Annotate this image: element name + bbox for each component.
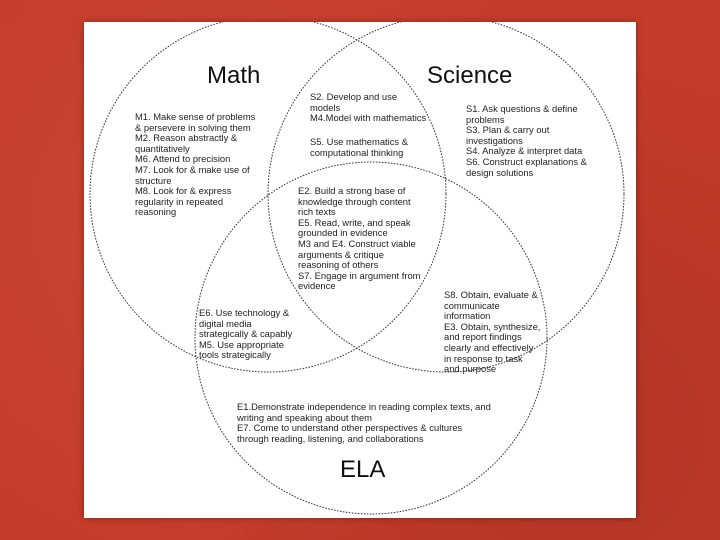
standard-line: reasoning of others <box>298 259 379 271</box>
standard-line: digital media <box>199 317 252 329</box>
standard-line: M7. Look for & make use of <box>135 163 250 175</box>
science-title: Science <box>427 62 513 89</box>
math-ela-overlap <box>199 308 292 361</box>
standard-line: arguments & critique <box>298 248 384 260</box>
math-title: Math <box>207 62 261 89</box>
venn-diagram-card <box>84 22 636 518</box>
standard-line: M2. Reason abstractly & <box>135 132 238 144</box>
standard-line: and purpose <box>444 363 497 375</box>
standard-line: communicate <box>444 299 500 311</box>
standard-line: S2. Develop and use <box>310 91 398 102</box>
math-science-overlap-top <box>310 92 426 124</box>
standard-line: & persevere in solving them <box>135 121 251 133</box>
math-science-overlap-bottom <box>310 137 408 158</box>
standard-line: M4.Model with mathematics <box>310 112 427 124</box>
standard-line: problems <box>466 113 505 125</box>
standard-line: S5. Use mathematics & <box>310 136 408 147</box>
standard-line: S4. Analyze & interpret data <box>466 145 583 157</box>
standard-line: S3. Plan & carry out <box>466 124 550 136</box>
ela-only-standards <box>237 402 491 444</box>
standard-line: M6. Attend to precision <box>135 153 231 165</box>
standard-line: knowledge through content <box>298 195 411 207</box>
standard-line: M1. Make sense of problems <box>135 111 256 122</box>
standard-line: writing and speaking about them <box>237 411 372 423</box>
standard-line: E3. Obtain, synthesize, <box>444 320 541 332</box>
math-only-standards <box>135 112 255 218</box>
all-three-overlap <box>298 186 420 292</box>
standard-line: M3 and E4. Construct viable <box>298 237 416 249</box>
ela-title: ELA <box>340 456 386 483</box>
standard-line: S6. Construct explanations & <box>466 155 587 167</box>
standard-line: M5. Use appropriate <box>199 338 284 350</box>
standard-line: E6. Use technology & <box>199 307 290 318</box>
standard-line: grounded in evidence <box>298 227 388 239</box>
standard-line: quantitatively <box>135 142 190 154</box>
standard-line: investigations <box>466 134 523 146</box>
standard-line: strategically & capably <box>199 328 293 340</box>
standard-line: tools strategically <box>199 349 271 361</box>
standard-line: regularity in repeated <box>135 195 224 207</box>
standard-line: rich texts <box>298 206 336 218</box>
standard-line: models <box>310 101 341 113</box>
standard-line: E5. Read, write, and speak <box>298 216 411 228</box>
standard-line: E1.Demonstrate independence in reading complex texts, and <box>237 401 491 412</box>
standard-line: structure <box>135 174 172 186</box>
standard-line: design solutions <box>466 166 534 178</box>
standard-line: M8. Look for & express <box>135 185 232 197</box>
standard-line: E7. Come to understand other perspectives & cultures <box>237 422 463 434</box>
standard-line: E2. Build a strong base of <box>298 185 406 196</box>
standard-line: computational thinking <box>310 146 404 158</box>
standard-line: evidence <box>298 280 336 292</box>
standard-line: reasoning <box>135 206 177 218</box>
standard-line: information <box>444 310 491 322</box>
science-ela-overlap <box>444 290 540 375</box>
standard-line: through reading, listening, and collaborations <box>237 432 424 444</box>
standard-line: in response to task <box>444 352 523 364</box>
standard-line: clearly and effectively <box>444 341 534 353</box>
standard-line: S7. Engage in argument from <box>298 269 421 281</box>
standard-line: S1. Ask questions & define <box>466 103 578 114</box>
standard-line: and report findings <box>444 331 522 343</box>
standard-line: S8. Obtain, evaluate & <box>444 289 538 300</box>
science-only-standards <box>466 104 587 178</box>
